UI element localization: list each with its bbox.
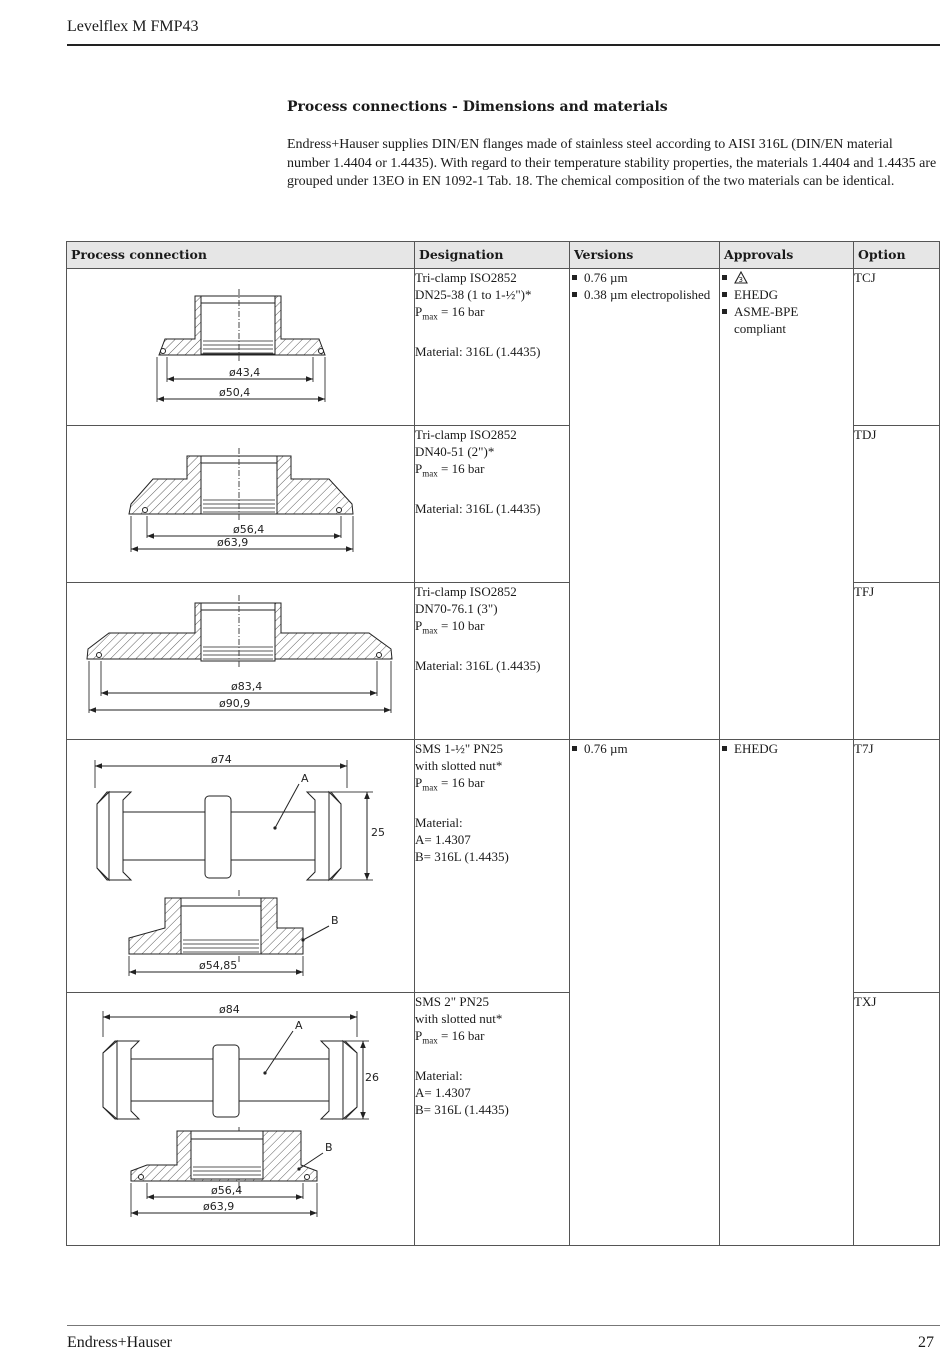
- drawing-cell: [67, 269, 415, 426]
- designation-cell: [415, 740, 570, 993]
- option-cell: TXJ: [854, 993, 940, 1246]
- designation-cell: [415, 269, 570, 426]
- 3a-symbol-icon: [734, 271, 748, 284]
- pmax-line: $P_{max} = 10$ bar: [415, 618, 485, 636]
- tri-clamp-dn70-drawing: [67, 583, 414, 739]
- list-item: 0.76 µm: [570, 740, 719, 757]
- designation-line: DN70-76.1 (3"): [415, 601, 498, 616]
- designation-line: DN25-38 (1 to 1-½")*: [415, 287, 532, 302]
- intro-paragraph: Endress+Hauser supplies DIN/EN flanges made of stainless steel according to AISI 316L (DIN/EN material number 1.4404 or 1.4435). With regard to their temperature stability properties, the materials 1.4404 and 1.4435 are grouped under 13EO in EN 1092-1 Tab. 18. The chemical composition of the two materials can be identical.: [287, 137, 937, 189]
- table-row: [67, 269, 940, 426]
- pmax-line: $P_{max} = 16$ bar: [415, 304, 485, 322]
- material-line: Material: 316L (1.4435): [415, 500, 541, 516]
- designation-line: Tri-clamp ISO2852: [415, 270, 517, 285]
- section-title: Process connections - Dimensions and materials: [287, 99, 668, 115]
- drawing-cell: [67, 426, 415, 583]
- designation-cell: [415, 583, 570, 740]
- designation-line: Tri-clamp ISO2852: [415, 427, 517, 442]
- dim-outer: ø50,4: [219, 386, 251, 399]
- footer-rule: [67, 1325, 940, 1326]
- table-header-row: [67, 242, 940, 269]
- dim-outer: ø63,9: [203, 1200, 235, 1213]
- sms-1-5-drawing: [67, 740, 414, 992]
- drawing-cell: [67, 993, 415, 1246]
- col-header-designation: Designation: [415, 242, 570, 269]
- svg-text:3: 3: [738, 276, 743, 284]
- tri-clamp-dn40-drawing: [67, 426, 414, 582]
- running-header: Levelflex M FMP43: [67, 18, 199, 35]
- pmax-line: $P_{max} = 16$ bar: [415, 775, 485, 793]
- header-rule: [67, 44, 940, 46]
- process-connections-table: [66, 241, 940, 1246]
- drawing-cell: [67, 740, 415, 993]
- tri-clamp-dn25-drawing: [67, 269, 414, 425]
- material-line: A= 1.4307: [415, 1084, 471, 1100]
- dim-outer: ø90,9: [219, 697, 251, 710]
- pmax-line: $P_{max} = 16$ bar: [415, 461, 485, 479]
- dim-nut: ø74: [211, 753, 232, 766]
- list-item: 0.38 µm electropolished: [570, 286, 719, 303]
- option-cell: T7J: [854, 740, 940, 993]
- col-header-option: Option: [854, 242, 940, 269]
- list-item: ASME-BPE compliant: [720, 303, 853, 337]
- designation-cell: [415, 426, 570, 583]
- footer-company: Endress+Hauser: [67, 1334, 172, 1351]
- dim-inner: ø43,4: [229, 366, 261, 379]
- versions-cell: [570, 740, 720, 1246]
- label-a: A: [295, 1019, 303, 1032]
- list-item: 0.76 µm: [570, 269, 719, 286]
- dim-nut: ø84: [219, 1003, 240, 1016]
- material-line: Material: 316L (1.4435): [415, 657, 541, 673]
- sms-2-drawing: [67, 993, 414, 1245]
- material-line: B= 316L (1.4435): [415, 1101, 509, 1117]
- material-line: Material:: [415, 1067, 463, 1083]
- designation-line: SMS 2" PN25: [415, 994, 489, 1009]
- dim-inner: ø56,4: [211, 1184, 243, 1197]
- dim-inner: ø83,4: [231, 680, 263, 693]
- dim-height: 25: [371, 826, 385, 839]
- designation-line: with slotted nut*: [415, 758, 503, 773]
- dim-height: 26: [365, 1071, 379, 1084]
- dim-outer: ø63,9: [217, 536, 249, 549]
- col-header-approvals: Approvals: [720, 242, 854, 269]
- list-item: EHEDG: [720, 286, 853, 303]
- designation-line: SMS 1-½" PN25: [415, 741, 504, 756]
- approvals-cell: [720, 740, 854, 1246]
- list-item: [720, 269, 853, 286]
- versions-cell: [570, 269, 720, 740]
- list-item: EHEDG: [720, 740, 853, 757]
- label-a: A: [301, 772, 309, 785]
- label-b: B: [331, 914, 339, 927]
- material-line: A= 1.4307: [415, 831, 471, 847]
- option-cell: TFJ: [854, 583, 940, 740]
- dim-inner: ø56,4: [233, 523, 265, 536]
- pmax-line: $P_{max} = 16$ bar: [415, 1028, 485, 1046]
- col-header-versions: Versions: [570, 242, 720, 269]
- page-number: 27: [918, 1334, 934, 1351]
- designation-cell: [415, 993, 570, 1246]
- designation-line: DN40-51 (2")*: [415, 444, 495, 459]
- material-line: B= 316L (1.4435): [415, 848, 509, 864]
- label-b: B: [325, 1141, 333, 1154]
- material-line: Material: 316L (1.4435): [415, 343, 541, 359]
- dim-base: ø54,85: [199, 959, 238, 972]
- material-line: Material:: [415, 814, 463, 830]
- col-header-process-connection: Process connection: [67, 242, 415, 269]
- drawing-cell: [67, 583, 415, 740]
- option-cell: TDJ: [854, 426, 940, 583]
- table-row: [67, 740, 940, 993]
- approvals-cell: [720, 269, 854, 740]
- designation-line: Tri-clamp ISO2852: [415, 584, 517, 599]
- option-cell: TCJ: [854, 269, 940, 426]
- designation-line: with slotted nut*: [415, 1011, 503, 1026]
